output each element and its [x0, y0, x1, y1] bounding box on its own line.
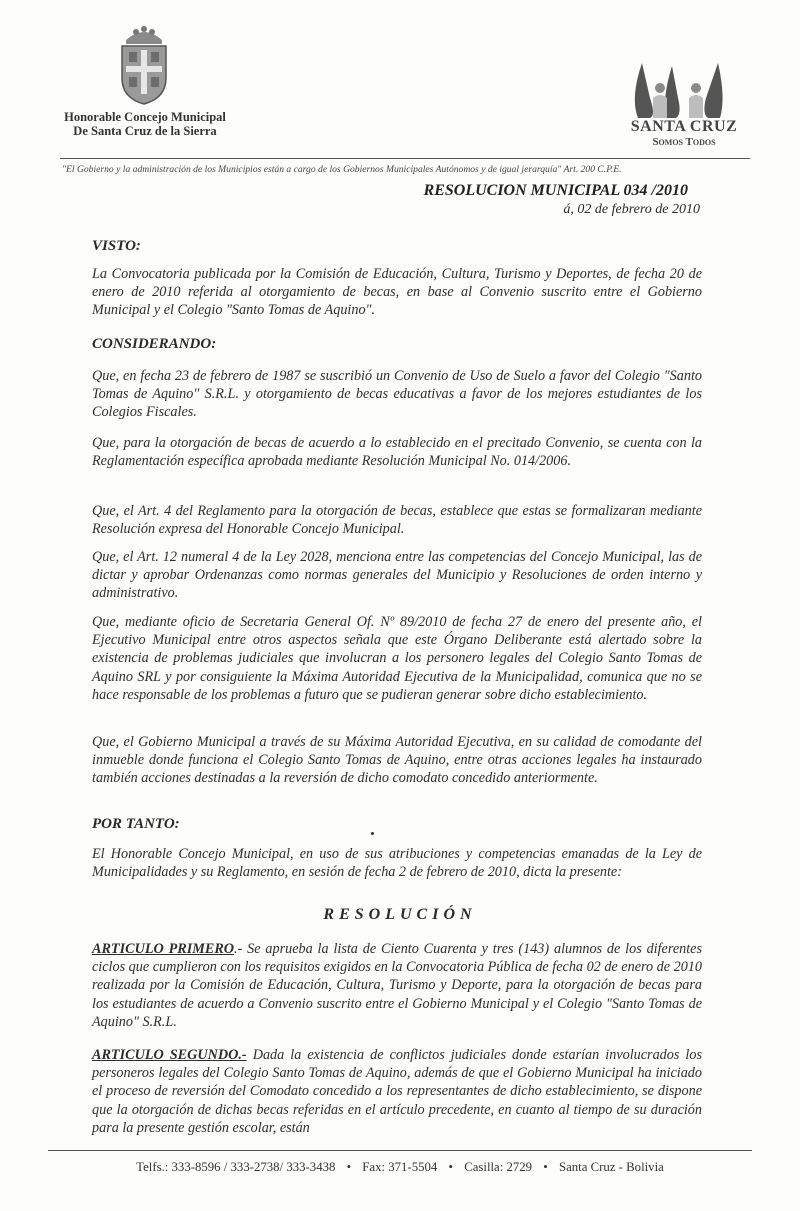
header-divider [60, 158, 750, 159]
resolution-date: á, 02 de febrero de 2010 [563, 202, 700, 217]
por-tanto-paragraph: El Honorable Concejo Municipal, en uso de sus atribuciones y competencias emanadas de la Ley de Municipalidades y su Reglamento, en sesión de fecha 2 de febrero de 2010, dicta la presente: [92, 846, 702, 881]
footer-fax: Fax: 371-5504 [362, 1160, 438, 1174]
articulo-primero [92, 940, 702, 1031]
articulo-primero-text: .- Se aprueba la lista de Ciento Cuarenta y tres (143) alumnos de los diferentes ciclos que cumplieron con los requisitos exigidos en la Convocatoria Pública de fecha 02 de enero de 2010 realizada por la Comisión de Educación, Cultura, Turismo y Deporte, para la otorgación de becas para los estudiantes de acuerdo a Convenio suscrito entre el Gobierno Municipal y el Colegio "Santo Tomas de Aquino" S.R.L. [92, 941, 702, 1030]
articulo-segundo [92, 1046, 702, 1137]
considerando-paragraph: Que, el Art. 12 numeral 4 de la Ley 2028, menciona entre las competencias del Concejo Municipal, las de dictar y aprobar Ordenanzas como normas generales del Municipio y Resoluciones de orden interno y administrativo. [92, 549, 702, 602]
considerando-paragraph: Que, en fecha 23 de febrero de 1987 se suscribió un Convenio de Uso de Suelo a favor del Colegio "Santo Tomas de Aquino" S.R.L. y otorgamiento de becas educativas a favor de los mejores estudiantes de los Colegios Fiscales. [92, 368, 702, 421]
por-tanto-heading: POR TANTO: [92, 816, 180, 832]
footer-bullet: • [448, 1160, 453, 1174]
logo-title: SANTA CRUZ [630, 118, 738, 135]
council-name [60, 110, 230, 138]
footer-bullet: • [543, 1160, 548, 1174]
footer-bullet: • [346, 1160, 352, 1174]
considerando-paragraph: Que, el Art. 4 del Reglamento para la otorgación de becas, establece que estas se formalizaran mediante Resolución expresa del Honorable Concejo Municipal. [92, 503, 702, 538]
articulo-segundo-label: ARTICULO SEGUNDO.- [92, 1047, 247, 1063]
visto-paragraph: La Convocatoria publicada por la Comisión de Educación, Cultura, Turismo y Deportes, de fecha 20 de enero de 2010 referida al otorgamiento de becas, en base al Convenio suscrito entre el Gobierno Municipal y el Colegio "Santo Tomas de Aquino". [92, 266, 702, 319]
council-name-line2: De Santa Cruz de la Sierra [73, 124, 217, 138]
footer-divider [48, 1150, 752, 1151]
considerando-paragraph: Que, para la otorgación de becas de acuerdo a lo establecido en el precitado Convenio, se cuenta con la Reglamentación específica aprobada mediante Resolución Municipal No. 014/2006. [92, 435, 702, 470]
considerando-paragraph: Que, mediante oficio de Secretaria General Of. Nº 89/2010 de fecha 27 de enero del presente año, el Ejecutivo Municipal entre otros aspectos señala que este Órgano Deliberante está alertado sobre la existencia de problemas judiciales que involucran a los personero legales del Colegio Santo Tomas de Aquino SRL y por consiguiente la Máxima Autoridad Ejecutiva de la Municipalidad, comunica que no se hace responsable de los problemas a futuro que se pudieran generar sobre dicho establecimiento. [92, 614, 702, 703]
coat-of-arms-icon [112, 22, 176, 106]
footer-phones: Telfs.: 333-8596 / 333-2738/ 333-3438 [136, 1160, 336, 1174]
visto-heading: VISTO: [92, 238, 141, 254]
council-name-line1: Honorable Concejo Municipal [64, 110, 226, 124]
constitution-quote: "El Gobierno y la administración de los Municipios están a cargo de los Gobiernos Municipales Autónomos y de igual jerarquía" Art. 200 C.P.E. [62, 164, 622, 175]
considerando-paragraph: Que, el Gobierno Municipal a través de su Máxima Autoridad Ejecutiva, en su calidad de comodante del inmueble donde funciona el Colegio Santo Tomas de Aquino, entre otras acciones legales ha instaurado también acciones destinadas a la reversión de dicho comodato concedido anteriormente. [92, 734, 702, 787]
footer-city: Santa Cruz - Bolivia [558, 1160, 664, 1174]
footer-casilla: Casilla: 2729 [464, 1160, 533, 1174]
articulo-primero-label: ARTICULO PRIMERO [92, 941, 235, 957]
considerando-heading: CONSIDERANDO: [92, 336, 217, 352]
resolucion-heading: RESOLUCIÓN [323, 906, 477, 923]
resolution-title: RESOLUCION MUNICIPAL 034 /2010 [423, 182, 688, 199]
stray-mark [371, 832, 374, 835]
articulo-segundo-text: Dada la existencia de conflictos judiciales donde estarían involucrados los personeros legales del Colegio Santo Tomas de Aquino, además de que el Gobierno Municipal ha iniciado el proceso de reversión del Comodato concedido a los representantes de dicho establecimiento, se dispone que la otorgación de dichas becas referidas en el artículo precedente, en cuanto al tiempo de su duración para la presente gestión escolar, están [92, 1047, 702, 1136]
logo-subtitle: Somos Todos [652, 136, 716, 148]
footer-contact [0, 1160, 800, 1175]
